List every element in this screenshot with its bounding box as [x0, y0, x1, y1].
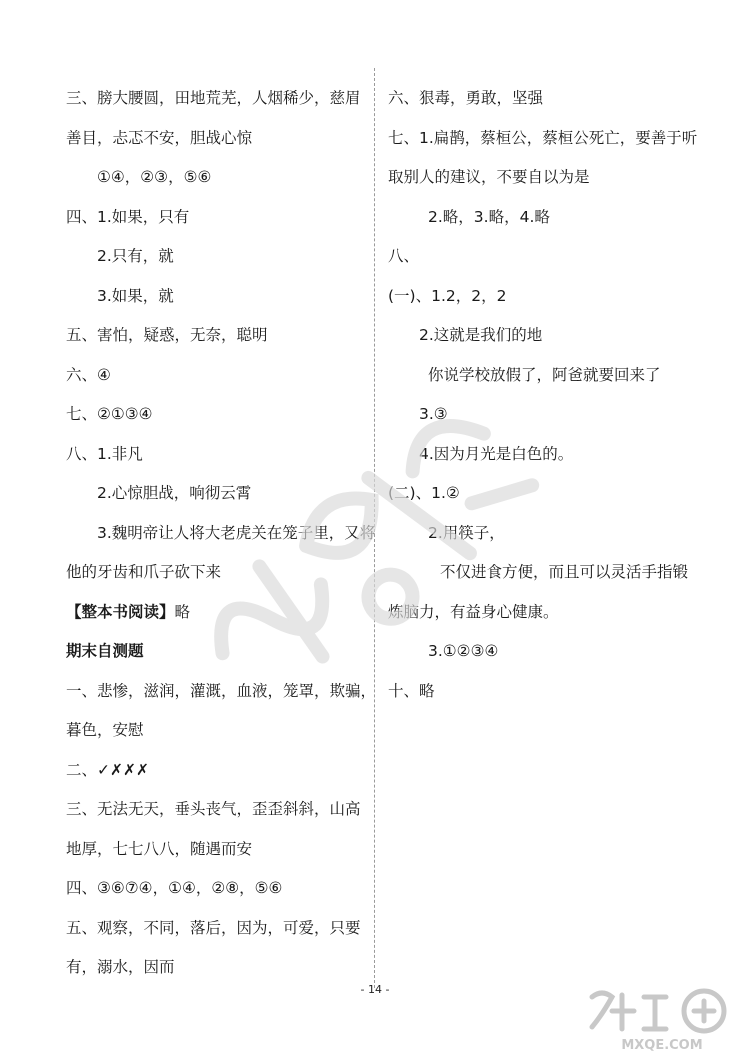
left-column-line: 二、✓✗✗✗ — [66, 760, 149, 779]
right-column-line: 2.用筷子， — [428, 523, 505, 542]
page-number: - 14 - — [360, 983, 390, 996]
right-column-line: 七、1.扁鹊，蔡桓公，蔡桓公死亡，要善于听 — [388, 128, 698, 147]
left-column-line: 五、害怕，疑惑，无奈，聪明 — [66, 326, 268, 344]
left-column-line: ①④，②③，⑤⑥ — [97, 168, 212, 186]
right-column-line: 十、略 — [388, 681, 435, 700]
left-column-line: 期末自测题 — [66, 642, 144, 660]
left-column-line: 3.如果，就 — [97, 286, 174, 305]
left-column-line: 善目，忐忑不安，胆战心惊 — [66, 128, 253, 147]
left-column-line: 地厚，七七八八，随遇而安 — [66, 839, 253, 858]
right-column-line: 六、狠毒，勇敢，坚强 — [388, 89, 544, 107]
left-column-line: 三、无法无天，垂头丧气，歪歪斜斜，山高 — [66, 800, 361, 818]
right-column-line: 不仅进食方便，而且可以灵活手指锻 — [440, 563, 689, 581]
left-column-line: 四、1.如果，只有 — [66, 207, 190, 226]
right-column-line: 4.因为月光是白色的。 — [419, 444, 574, 463]
section-answer: 略 — [174, 602, 191, 621]
left-column-line: 八、1.非凡 — [66, 444, 143, 463]
left-column — [66, 82, 377, 991]
right-column-line: 八、 — [388, 247, 420, 265]
right-column-line: 你说学校放假了，阿爸就要回来了 — [428, 365, 661, 384]
right-column-line: 炼脑力，有益身心健康。 — [388, 602, 559, 621]
left-column-line: 暮色，安慰 — [66, 721, 144, 739]
right-column-line: 取别人的建议，不要自以为是 — [388, 168, 590, 186]
left-column-line: 六、④ — [66, 365, 111, 384]
right-column-line: 3.③ — [419, 405, 448, 423]
left-column-line: 五、观察，不同，落后，因为，可爱，只要 — [66, 918, 361, 937]
right-column-line: 3.①②③④ — [428, 642, 499, 660]
left-column-line — [66, 596, 366, 636]
left-column-line: 3.魏明帝让人将大老虎关在笼子里，又将 — [97, 523, 376, 542]
left-column-line: 2.心惊胆战，响彻云霄 — [97, 484, 252, 502]
left-column-line: 四、③⑥⑦④，①④，②⑧，⑤⑥ — [66, 879, 283, 897]
right-column-line: 2.这就是我们的地 — [419, 326, 543, 344]
right-column-line: (二)、1.② — [388, 484, 460, 502]
left-column-line: 2.只有，就 — [97, 247, 174, 265]
section-heading: 【整本书阅读】 — [66, 602, 175, 621]
left-column-line: 三、膀大腰圆，田地荒芜，人烟稀少，慈眉 — [66, 89, 361, 107]
left-column-line: 一、悲惨，滋润，灌溉，血液，笼罩，欺骗， — [66, 681, 377, 700]
right-column-line: (一)、1.2，2，2 — [388, 286, 507, 305]
left-column-line: 七、②①③④ — [66, 405, 153, 423]
left-column-line: 有，溺水，因而 — [66, 958, 175, 976]
site-logo-url: MXQE.COM — [621, 1038, 703, 1053]
right-column-line: 2.略，3.略，4.略 — [428, 207, 550, 226]
right-column — [388, 82, 698, 714]
left-column-line: 他的牙齿和爪子砍下来 — [66, 563, 222, 581]
